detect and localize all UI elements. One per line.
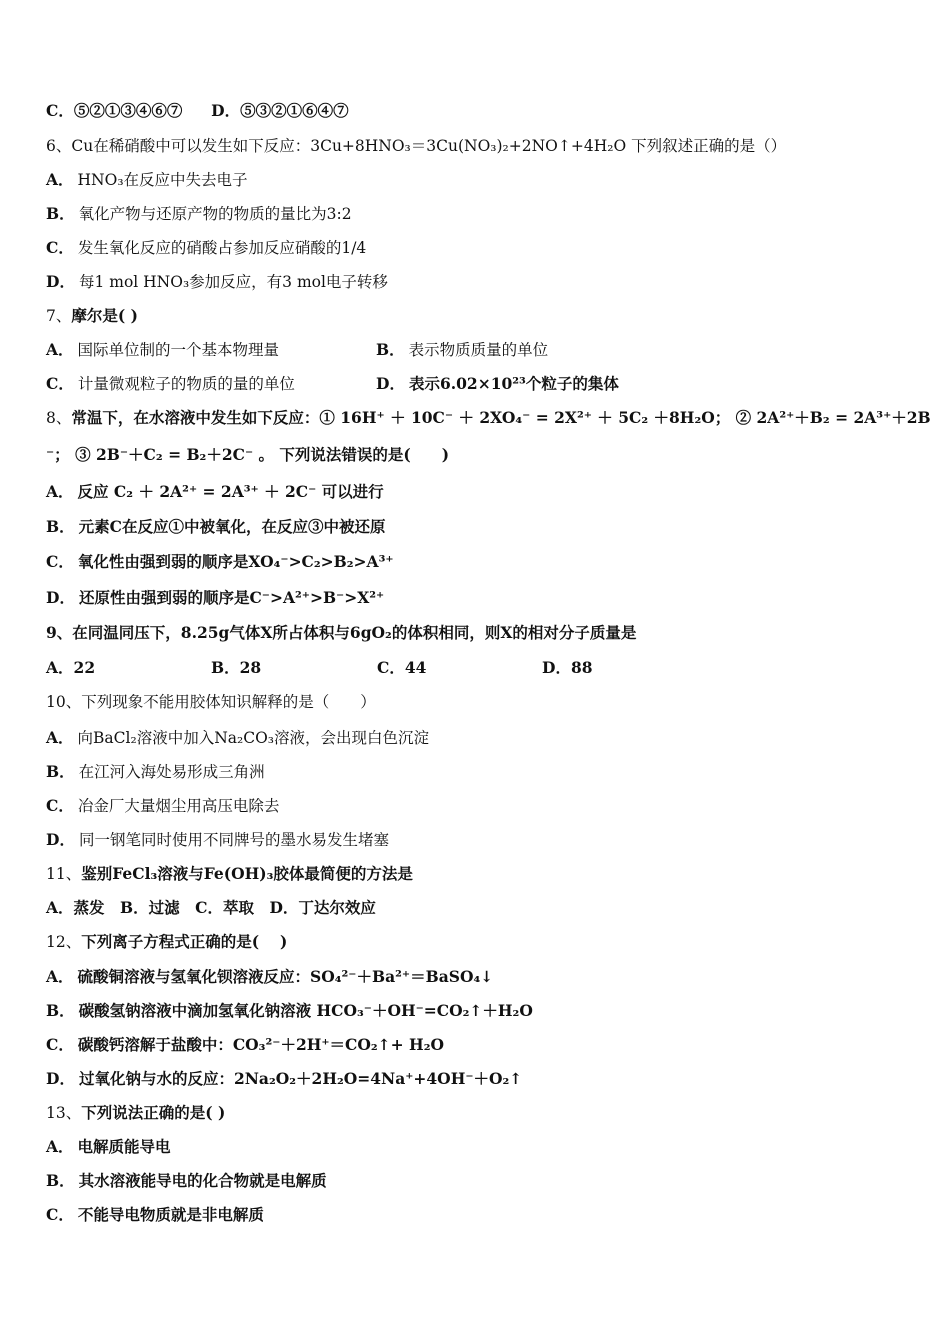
q10-option-a [46,727,904,749]
option-text: 在江河入海处易形成三角洲 [78,763,265,781]
option-text: 硫酸铜溶液与氢氧化钡溶液反应：SO₄²⁻＋Ba²⁺＝BaSO₄↓ [77,967,494,986]
option-text: 电解质能导电 [77,1137,171,1156]
option-label: A． [46,1137,74,1156]
option-label: C． [46,552,74,571]
q8-stem-line1 [46,407,931,429]
q8-option-b [46,516,904,538]
q9-stem-text: 在同温同压下，8.25g气体X所占体积与6gO₂的体积相同，则X的相对分子质量是 [72,623,637,642]
q7-option-a [46,339,279,361]
q13-number: 13、 [46,1104,82,1122]
option-text: 氧化产物与还原产物的物质的量比为3:2 [78,205,352,223]
option-text: 表示物质质量的单位 [408,341,549,359]
q8-option-c [46,551,904,573]
q10-option-b [46,761,904,783]
q5-option-c-text: ⑤②①③④⑥⑦ [73,101,183,120]
q6-stem-text: Cu在稀硝酸中可以发生如下反应：3Cu+8HNO₃＝3Cu(NO₃)₂+2NO↑+4H₂O 下列叙述正确的是（） [71,137,787,155]
q10-option-d [46,829,904,851]
q6-number: 6、 [46,137,72,155]
q12-number: 12、 [46,933,82,951]
q7-stem [46,305,904,327]
option-label: A． [46,967,74,986]
q9-number: 9、 [46,623,73,642]
option-label: A． [46,340,74,359]
q11-stem-text: 鉴别FeCl₃溶液与Fe(OH)₃胶体最简便的方法是 [81,864,413,883]
option-label: A． [46,658,74,677]
option-label: D． [46,588,75,607]
q10-option-c [46,795,904,817]
q12-stem-text: 下列离子方程式正确的是( ) [81,932,288,951]
q5-option-d-text: ⑤③②①⑥④⑦ [240,101,349,120]
q9-stem [46,622,904,644]
option-label: B． [46,517,75,536]
option-label: B． [46,204,75,223]
option-label: C． [46,796,74,815]
option-text: 表示6.02×10²³个粒子的集体 [408,374,619,393]
option-label: D． [542,658,571,677]
q8-stem-line2: ⁻； ③ 2B⁻＋C₂ = B₂＋2C⁻ 。 下列说法错误的是( ) [46,445,450,464]
option-text: 向BaCl₂溶液中加入Na₂CO₃溶液，会出现白色沉淀 [77,729,429,747]
option-text: 国际单位制的一个基本物理量 [77,341,280,359]
option-text: 22 [73,658,96,677]
option-label: A． [46,728,74,747]
q12-option-a [46,966,904,988]
q7-option-b [376,339,548,361]
option-text: 元素C在反应①中被氧化，在反应③中被还原 [78,517,386,536]
q12-stem [46,931,904,953]
q6-option-d [46,271,904,293]
option-text: 碳酸氢钠溶液中滴加氢氧化钠溶液 HCO₃⁻＋OH⁻=CO₂↑＋H₂O [78,1001,533,1020]
option-label: C． [46,238,74,257]
q13-stem-text: 下列说法正确的是( ) [81,1103,226,1122]
option-text: HNO₃在反应中失去电子 [77,171,248,189]
q10-stem-text: 下列现象不能用胶体知识解释的是（ ） [81,693,376,711]
q8-stem-text-1: 常温下，在水溶液中发生如下反应：① 16H⁺ ＋ 10C⁻ ＋ 2XO₄⁻ = 2X²⁺ ＋ 5C₂ ＋8H₂O； ② 2A²⁺＋B₂ = 2A³⁺＋2B [71,408,931,427]
option-text: 44 [404,658,427,677]
option-label: C． [46,1035,74,1054]
option-text: 不能导电物质就是非电解质 [77,1205,264,1224]
q8-option-a [46,481,904,503]
option-text: 88 [570,658,593,677]
q6-option-a [46,169,904,191]
option-text: 冶金厂大量烟尘用高压电除去 [77,797,280,815]
q11-options: A．蒸发 B．过滤 C．萃取 D．丁达尔效应 [46,898,376,917]
q6-stem [46,135,904,157]
q5-option-d-label: D． [211,101,241,120]
q13-option-b [46,1170,904,1192]
q9-option-a [46,657,95,679]
option-text: 同一钢笔同时使用不同牌号的墨水易发生堵塞 [78,831,389,849]
option-label: B． [46,762,75,781]
q12-option-d [46,1068,904,1090]
option-text: 其水溶液能导电的化合物就是电解质 [78,1171,327,1190]
option-label: D． [376,374,405,393]
q7-option-c [46,373,295,395]
option-text: 28 [239,658,262,677]
option-label: D． [46,1069,75,1088]
q13-option-c [46,1204,904,1226]
option-text: 碳酸钙溶解于盐酸中：CO₃²⁻＋2H⁺＝CO₂↑+ H₂O [77,1035,444,1054]
q13-option-a [46,1136,904,1158]
option-text: 过氧化钠与水的反应：2Na₂O₂＋2H₂O=4Na⁺+4OH⁻＋O₂↑ [78,1069,523,1088]
q5-option-c-label: C． [46,101,74,120]
option-label: D． [46,830,75,849]
q11-stem [46,863,904,885]
q7-option-d [376,373,619,395]
q8-number: 8、 [46,409,72,427]
option-text: 氧化性由强到弱的顺序是XO₄⁻>C₂>B₂>A³⁺ [77,552,394,571]
option-label: D． [46,272,75,291]
q7-stem-text: 摩尔是( ) [71,306,138,325]
q13-stem [46,1102,904,1124]
q6-option-b [46,203,904,225]
option-label: A． [46,482,74,501]
option-text: 计量微观粒子的物质的量的单位 [77,375,295,393]
q8-option-d [46,587,904,609]
option-label: B． [376,340,405,359]
q7-number: 7、 [46,307,72,325]
q10-stem [46,691,904,713]
q12-option-c [46,1034,904,1056]
option-label: C． [46,1205,74,1224]
q9-option-c [377,657,426,679]
q11-number: 11、 [46,865,82,883]
option-label: A． [46,170,74,189]
option-text: 还原性由强到弱的顺序是C⁻>A²⁺>B⁻>X²⁺ [78,588,385,607]
option-label: B． [46,1171,75,1190]
q9-option-b [211,657,261,679]
option-label: B． [211,658,240,677]
q5-options-cd [46,100,904,122]
option-text: 发生氧化反应的硝酸占参加反应硝酸的1/4 [77,239,367,257]
option-text: 反应 C₂ ＋ 2A²⁺ = 2A³⁺ ＋ 2C⁻ 可以进行 [77,482,384,501]
option-label: B． [46,1001,75,1020]
q12-option-b [46,1000,904,1022]
option-label: C． [377,658,405,677]
q10-number: 10、 [46,693,82,711]
q6-option-c [46,237,904,259]
q9-option-d [542,657,593,679]
option-text: 每1 mol HNO₃参加反应，有3 mol电子转移 [78,273,388,291]
option-label: C． [46,374,74,393]
